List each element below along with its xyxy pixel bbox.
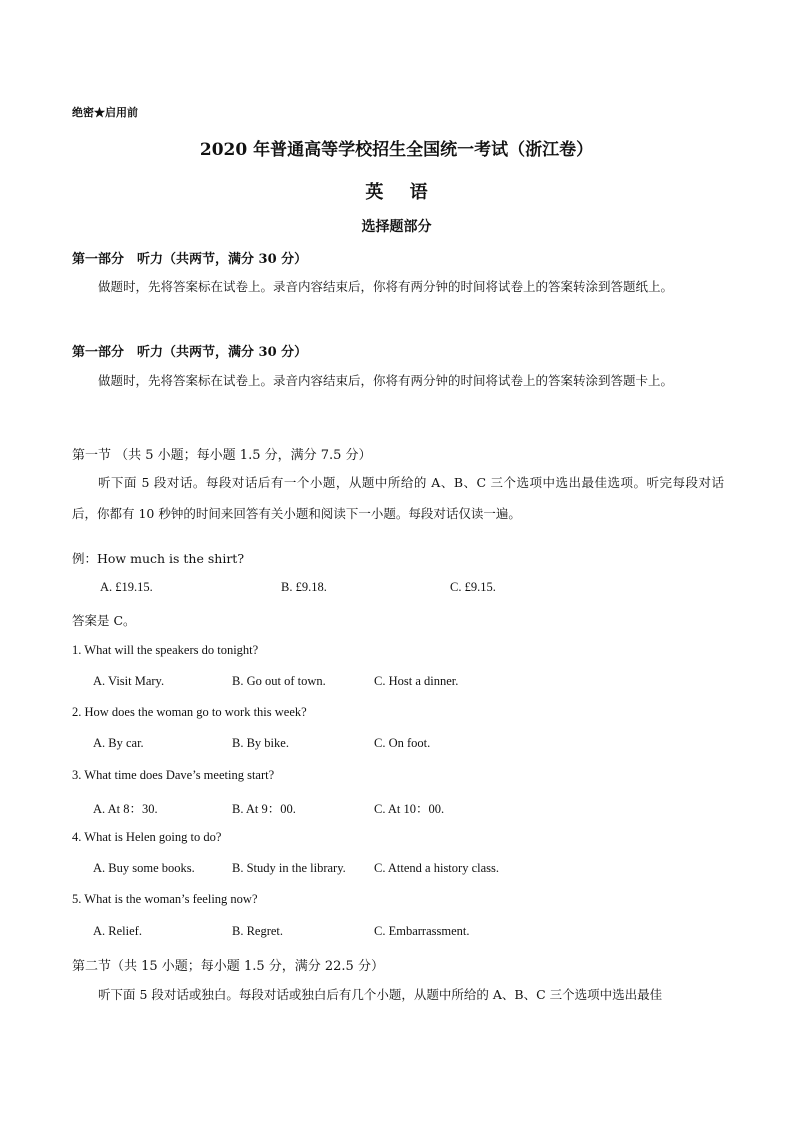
option-b: B. At 9：00. bbox=[232, 802, 296, 816]
question-1: 1. What will the speakers do tonight? bbox=[72, 643, 259, 657]
subject-title: 英 语 bbox=[365, 182, 438, 203]
question-2: 2. How does the woman go to work this week? bbox=[72, 705, 307, 719]
section-heading: 第一部分 听力（共两节，满分 30 分） bbox=[72, 252, 308, 267]
example-option-b: B. £9.18. bbox=[281, 580, 327, 594]
question-3: 3. What time does Dave’s meeting start? bbox=[72, 768, 275, 782]
section1-instruction: 听下面 5 段对话。每段对话后有一个小题，从题中所给的 A、B、C 三个选项中选出最佳选项。听完每段对话后，你都有 10 秒钟的时间来回答有关小题和阅读下一小题。每段对话仅读一遍。 bbox=[72, 475, 724, 521]
option-a: A. Relief. bbox=[93, 924, 142, 938]
option-c: C. Embarrassment. bbox=[374, 924, 470, 938]
option-c: C. At 10：00. bbox=[374, 802, 445, 816]
question-4: 4. What is Helen going to do? bbox=[72, 830, 222, 844]
example-option-c: C. £9.15. bbox=[450, 580, 496, 594]
option-c: C. Host a dinner. bbox=[374, 674, 459, 688]
option-c: C. Attend a history class. bbox=[374, 861, 499, 875]
section-instruction: 做题时，先将答案标在试卷上。录音内容结束后，你将有两分钟的时间将试卷上的答案转涂到答题卡上。 bbox=[98, 373, 674, 388]
section2-instruction: 听下面 5 段对话或独白。每段对话或独白后有几个小题，从题中所给的 A、B、C 三个选项中选出最佳 bbox=[98, 987, 663, 1002]
question-5: 5. What is the woman’s feeling now? bbox=[72, 892, 258, 906]
example-answer: 答案是 C。 bbox=[72, 613, 136, 628]
option-b: B. Study in the library. bbox=[232, 861, 346, 875]
confidential-label: 绝密★启用前 bbox=[72, 106, 138, 119]
option-a: A. Buy some books. bbox=[93, 861, 195, 875]
option-b: B. Regret. bbox=[232, 924, 284, 938]
exam-title: 2020 年普通高等学校招生全国统一考试（浙江卷） bbox=[199, 140, 594, 160]
option-c: C. On foot. bbox=[374, 736, 431, 750]
option-b: B. By bike. bbox=[232, 736, 289, 750]
section1-heading: 第一节 （共 5 小题；每小题 1.5 分，满分 7.5 分） bbox=[72, 448, 372, 463]
part-label: 选择题部分 bbox=[361, 219, 432, 235]
option-b: B. Go out of town. bbox=[232, 674, 326, 688]
option-a: A. At 8：30. bbox=[93, 802, 158, 816]
example-question: 例：How much is the shirt? bbox=[72, 551, 245, 566]
section-heading: 第一部分 听力（共两节，满分 30 分） bbox=[72, 345, 308, 360]
option-a: A. Visit Mary. bbox=[93, 674, 165, 688]
section-instruction: 做题时，先将答案标在试卷上。录音内容结束后，你将有两分钟的时间将试卷上的答案转涂到答题纸上。 bbox=[98, 279, 674, 294]
section2-heading: 第二节（共 15 小题；每小题 1.5 分，满分 22.5 分） bbox=[72, 959, 384, 974]
option-a: A. By car. bbox=[93, 736, 144, 750]
example-option-a: A. £19.15. bbox=[100, 580, 153, 594]
